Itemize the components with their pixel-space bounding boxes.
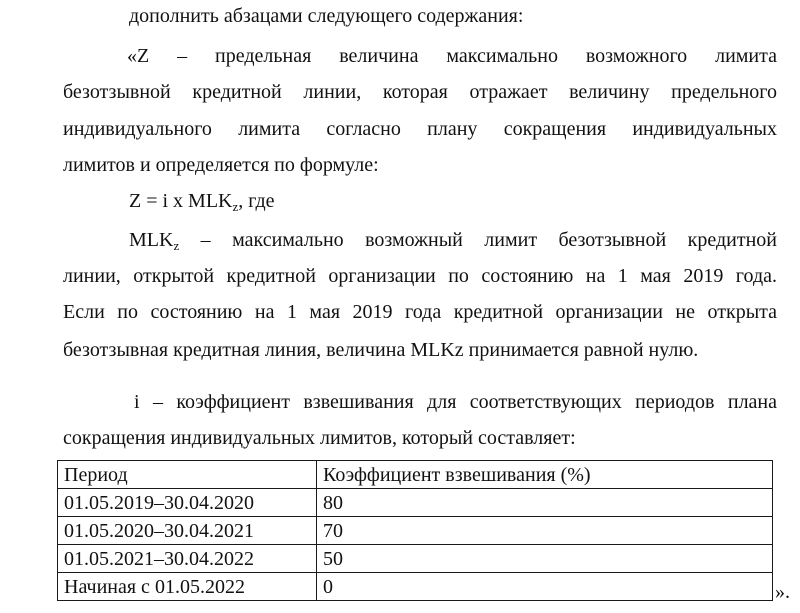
- mlk-definition-text: – максимально возможный лимит безотзывной кредитной: [179, 229, 777, 251]
- z-definition-line-2: безотзывной кредитной линии, которая отражает величину предельного: [63, 81, 777, 103]
- table-row: [58, 489, 773, 517]
- mlk-definition-line-4: безотзывная кредитная линия, величина MLKz принимается равной нулю.: [63, 339, 699, 361]
- mlk-definition-line-2: линии, открытой кредитной организации по состоянию на 1 мая 2019 года.: [63, 265, 777, 287]
- mlk-definition-line-1: [129, 228, 777, 252]
- table-row: [58, 517, 773, 545]
- coefficient-cell: 0: [317, 573, 773, 601]
- header-coefficient: Коэффициент взвешивания (%): [317, 461, 773, 489]
- z-definition-line-4: лимитов и определяется по формуле:: [63, 154, 379, 176]
- period-cell: 01.05.2019–30.04.2020: [58, 489, 317, 517]
- period-cell: 01.05.2020–30.04.2021: [58, 517, 317, 545]
- period-cell: 01.05.2021–30.04.2022: [58, 545, 317, 573]
- coefficient-cell: 70: [317, 517, 773, 545]
- table-header-row: [58, 461, 773, 489]
- table-row: [58, 573, 773, 601]
- z-definition-line-3: индивидуального лимита согласно плану сокращения индивидуальных: [63, 118, 777, 140]
- i-definition-line-1: i – коэффициент взвешивания для соответствующих периодов плана: [134, 391, 777, 413]
- intro-paragraph: дополнить абзацами следующего содержания:: [129, 5, 524, 27]
- coefficient-cell: 80: [317, 489, 773, 517]
- i-definition-line-2: сокращения индивидуальных лимитов, который составляет:: [63, 427, 576, 449]
- coefficient-table: [57, 460, 773, 601]
- formula-suffix: , где: [238, 190, 275, 212]
- z-definition-line-1: «Z – предельная величина максимально возможного лимита: [127, 45, 777, 67]
- table-row: [58, 545, 773, 573]
- mlk-term: MLK: [129, 229, 174, 251]
- closing-quote-mark: ».: [775, 581, 790, 603]
- mlk-subscript: z: [173, 238, 180, 253]
- period-cell: Начиная с 01.05.2022: [58, 573, 317, 601]
- formula: [129, 189, 275, 213]
- coefficient-cell: 50: [317, 545, 773, 573]
- mlk-definition-line-3: Если по состоянию на 1 мая 2019 года кредитной организации не открыта: [63, 301, 777, 323]
- formula-prefix: Z = i x MLK: [129, 190, 233, 212]
- header-period: Период: [58, 461, 317, 489]
- formula-subscript: z: [232, 199, 239, 214]
